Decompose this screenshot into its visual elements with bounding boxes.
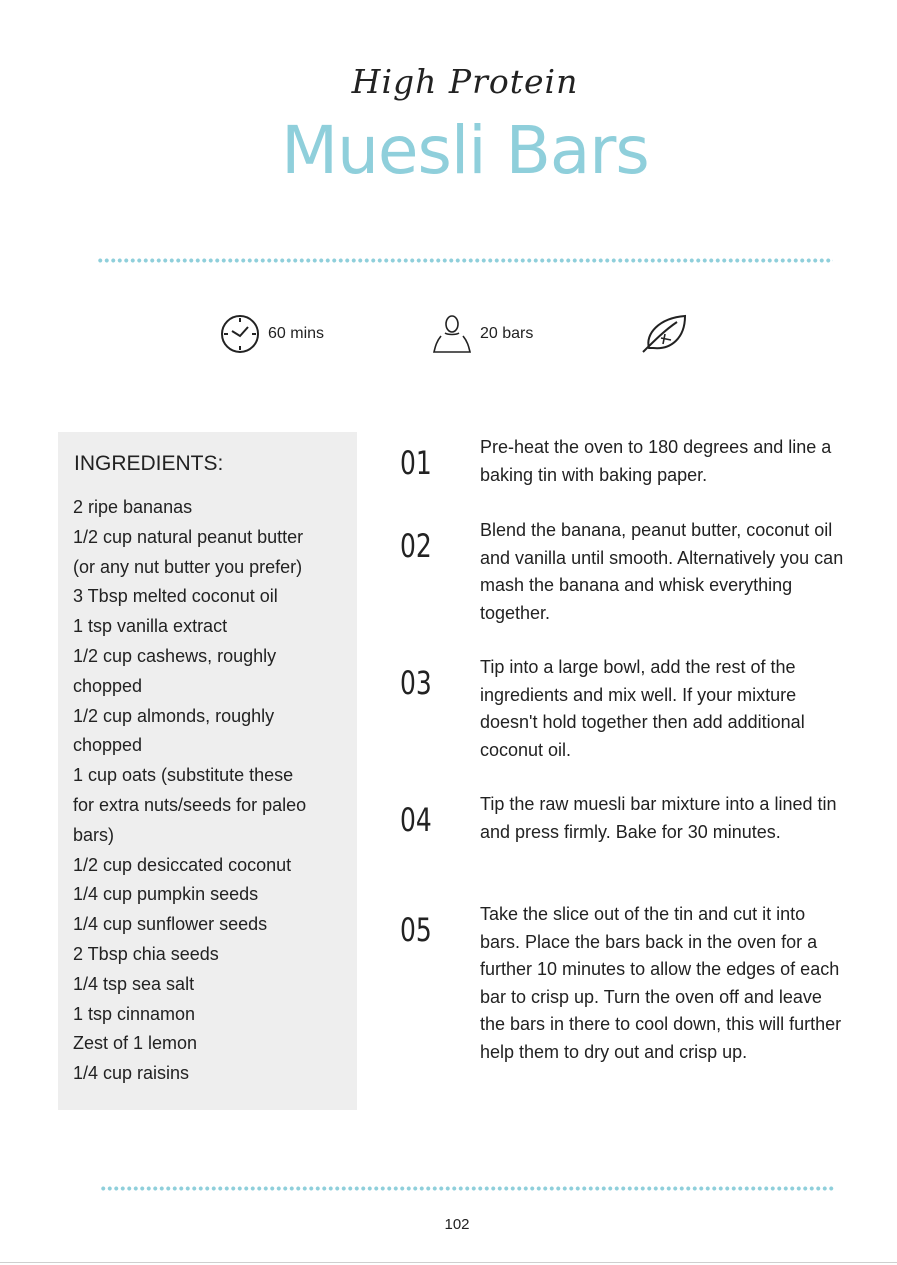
ingredient-line: 1/4 tsp sea salt [73, 973, 195, 994]
ingredient-line: 1/4 cup pumpkin seeds [73, 884, 259, 905]
servings [432, 314, 533, 354]
ingredient-line: 1/2 cup cashews, roughly [73, 645, 277, 666]
page-edge-line [0, 1262, 897, 1263]
servings-label: 20 bars [480, 325, 534, 342]
ingredient-line: 1/2 cup desiccated coconut [73, 854, 292, 875]
step-text: Tip the raw muesli bar mixture into a lined tin and press firmly. Bake for 30 minutes. [480, 794, 837, 842]
ingredient-line: (or any nut butter you prefer) [73, 556, 303, 577]
diet-indicator [641, 312, 689, 354]
recipe-subtitle: High Protein [351, 62, 579, 101]
ingredients-heading: INGREDIENTS: [74, 452, 224, 475]
ingredient-line: 1/2 cup almonds, roughly [73, 705, 275, 726]
ingredient-line: for extra nuts/seeds for paleo [73, 794, 307, 815]
clock-icon [220, 314, 260, 354]
ingredients-panel [58, 432, 357, 1110]
step-number: 05 [400, 911, 432, 949]
recipe-title: Muesli Bars [281, 112, 649, 189]
step-number: 04 [400, 801, 432, 839]
prep-time [220, 314, 324, 354]
ingredient-line: chopped [73, 675, 143, 696]
ingredient-line: Zest of 1 lemon [73, 1033, 198, 1054]
step-text: Blend the banana, peanut butter, coconut oil and vanilla until smooth. Alternatively you can mash the banana and whisk everything together. [480, 520, 844, 623]
step-text: Pre-heat the oven to 180 degrees and line a baking tin with baking paper. [480, 437, 832, 485]
ingredient-line: 1/4 cup raisins [73, 1063, 190, 1084]
dotted-divider-bottom [100, 1186, 834, 1191]
ingredient-line: 3 Tbsp melted coconut oil [73, 586, 278, 607]
leaf-icon [641, 312, 689, 354]
ingredient-line: 1/4 cup sunflower seeds [73, 914, 268, 935]
step-number: 02 [400, 527, 432, 565]
ingredient-line: 1 cup oats (substitute these [73, 765, 294, 786]
step-number: 03 [400, 664, 432, 702]
step-text: Tip into a large bowl, add the rest of the ingredients and mix well. If your mixture doesn't hold together then add additional coconut oil. [480, 657, 805, 760]
ingredient-line: 1 tsp vanilla extract [73, 616, 228, 637]
ingredient-line: chopped [73, 735, 143, 756]
person-icon [432, 314, 472, 354]
prep-time-label: 60 mins [268, 325, 325, 342]
ingredient-line: 1/2 cup natural peanut butter [73, 526, 304, 547]
page-number: 102 [444, 1216, 470, 1233]
ingredient-line: 2 ripe bananas [73, 497, 193, 517]
ingredient-line: 2 Tbsp chia seeds [73, 943, 219, 964]
step-number: 01 [400, 444, 432, 482]
ingredient-line: 1 tsp cinnamon [73, 1003, 196, 1024]
ingredients-list [73, 493, 348, 1089]
dotted-divider-top [97, 258, 833, 263]
ingredient-line: bars) [73, 824, 115, 845]
step-text: Take the slice out of the tin and cut it into bars. Place the bars back in the oven for a further 10 minutes to allow the edges of each bar to crisp up. Turn the oven off and leave the bars in there to cool down, this will further help them to dry out and crisp up. [480, 904, 842, 1062]
